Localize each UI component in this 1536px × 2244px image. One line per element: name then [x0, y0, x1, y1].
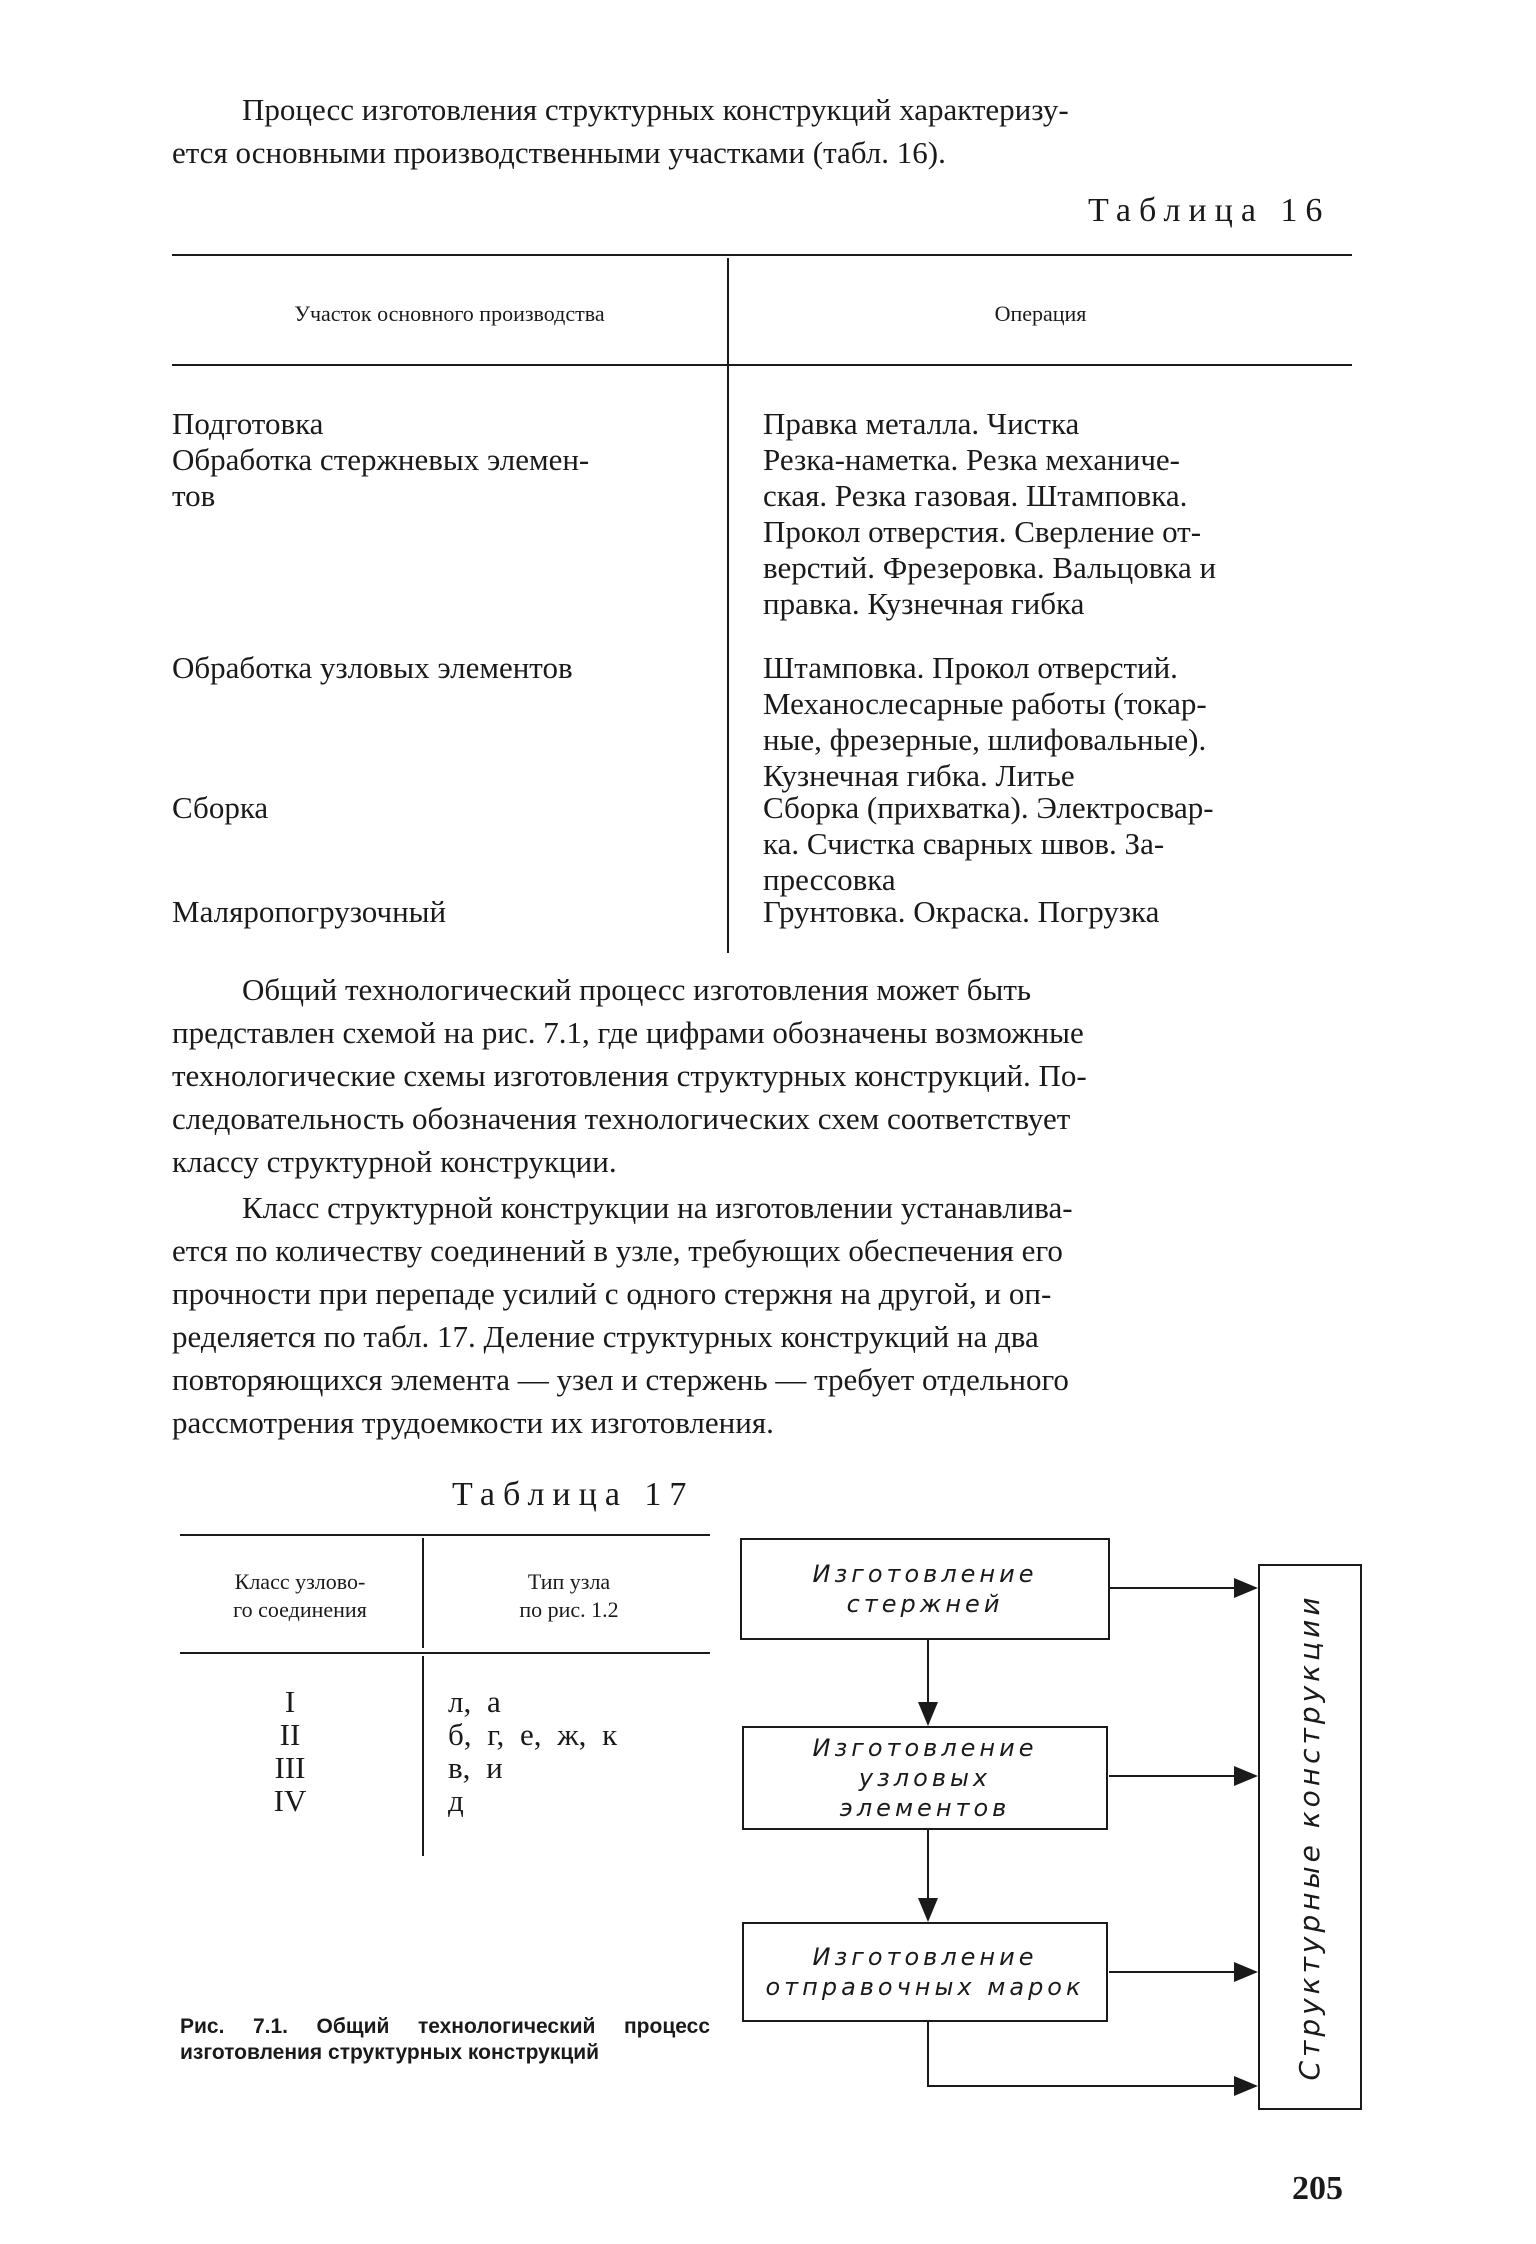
- table16-area-text: тов: [172, 478, 216, 513]
- result-text: Структурные конструкции: [1293, 1593, 1326, 2081]
- table16-header-area: Участок основного производства: [294, 301, 605, 326]
- box-manufacture-nodes: [742, 1726, 1108, 1830]
- arrow-box3-bypass-to-result: [928, 2022, 1256, 2086]
- box-manufacture-shipping-marks: [742, 1922, 1108, 2022]
- table17-class-cell: III: [274, 1750, 306, 1785]
- intro-line: Процесс изготовления структурных конструкций характеризу-: [242, 92, 1069, 127]
- table17-header-line: го соединения: [233, 1597, 367, 1622]
- table16-area-text: Обработка узловых элементов: [172, 650, 573, 685]
- para1-line: представлен схемой на рис. 7.1, где цифрами обозначены возможные: [172, 1015, 1084, 1050]
- table16-ops-text: ка. Счистка сварных швов. За-: [763, 826, 1165, 861]
- para2-line: рассмотрения трудоемкости их изготовления.: [172, 1405, 774, 1440]
- para1-line: следовательность обозначения технологических схем соответствует: [172, 1101, 1071, 1136]
- table16-ops-text: Кузнечная гибка. Литье: [763, 758, 1075, 793]
- box-manufacture-rods: [740, 1538, 1110, 1640]
- box-text: Изготовление: [812, 1560, 1038, 1588]
- table17-type-cell: л, а: [448, 1684, 501, 1719]
- table17-header-line: Тип узла: [527, 1569, 611, 1594]
- box-text: узловых: [858, 1764, 992, 1792]
- box-text: элементов: [839, 1794, 1011, 1822]
- table16-ops-text: Грунтовка. Окраска. Погрузка: [763, 894, 1160, 929]
- table16-ops-text: Сборка (прихватка). Электросвар-: [763, 790, 1214, 825]
- table17-class-cell: II: [279, 1717, 301, 1752]
- para2-line: прочности при перепаде усилий с одного стержня на другой, и оп-: [172, 1276, 1052, 1311]
- intro-line: ется основными производственными участками (табл. 16).: [172, 135, 946, 170]
- table16-ops-text: Механослесарные работы (токар-: [763, 686, 1207, 721]
- table16-ops-text: Правка металла. Чистка: [763, 406, 1080, 441]
- para2-line: ределяется по табл. 17. Деление структурных конструкций на два: [172, 1319, 1039, 1354]
- box-text: Изготовление: [812, 1943, 1038, 1971]
- table16-ops-text: Резка-наметка. Резка механиче-: [763, 442, 1181, 477]
- para1-line: классу структурной конструкции.: [172, 1144, 617, 1179]
- table17-header-line: по рис. 1.2: [519, 1597, 619, 1622]
- box-text: стержней: [846, 1590, 1004, 1618]
- table16-ops-text: верстий. Фрезеровка. Вальцовка и: [763, 550, 1217, 585]
- table16-ops-text: правка. Кузнечная гибка: [763, 586, 1085, 621]
- table16-ops-text: прессовка: [763, 862, 896, 897]
- para2-line: повторяющихся элемента — узел и стержень — требует отдельного: [172, 1362, 1069, 1397]
- table17-class-cell: IV: [273, 1783, 307, 1818]
- para1-line: Общий технологический процесс изготовления может быть: [242, 972, 1032, 1007]
- para2-line: Класс структурной конструкции на изготовлении устанавлива-: [242, 1190, 1073, 1225]
- table17-type-cell: д: [448, 1783, 464, 1818]
- table16-area-text: Обработка стержневых элемен-: [172, 442, 590, 477]
- page-number: 205: [1292, 2170, 1343, 2207]
- table16-ops-text: ные, фрезерные, шлифовальные).: [763, 722, 1207, 757]
- table17-type-cell: б, г, е, ж, к: [448, 1717, 618, 1752]
- table17-class-cell: I: [284, 1684, 296, 1719]
- box-structural-constructions: [1258, 1564, 1362, 2110]
- table17-header-line: Класс узлово-: [234, 1569, 366, 1594]
- box-text: Изготовление: [812, 1734, 1038, 1762]
- table16-ops-text: ская. Резка газовая. Штамповка.: [763, 478, 1188, 513]
- table16-ops-text: Прокол отверстия. Сверление от-: [763, 514, 1202, 549]
- table16-area-text: Маляропогрузочный: [172, 894, 447, 929]
- table17-caption: Таблица 17: [452, 1476, 695, 1513]
- figure-caption: Рис. 7.1. Общий технологический процесс изготовления структурных конструкций: [180, 2015, 710, 2064]
- para1-line: технологические схемы изготовления структурных конструкций. По-: [172, 1058, 1087, 1093]
- table16-header-operation: Операция: [994, 301, 1087, 326]
- table16-area-text: Подготовка: [172, 406, 324, 441]
- table16-area-text: Сборка: [172, 790, 269, 825]
- table17-type-cell: в, и: [448, 1750, 503, 1785]
- table16-ops-text: Штамповка. Прокол отверстий.: [763, 650, 1178, 685]
- table16-caption: Таблица 16: [1088, 192, 1331, 229]
- para2-line: ется по количеству соединений в узле, требующих обеспечения его: [172, 1233, 1063, 1268]
- box-text: отправочных марок: [765, 1973, 1085, 2001]
